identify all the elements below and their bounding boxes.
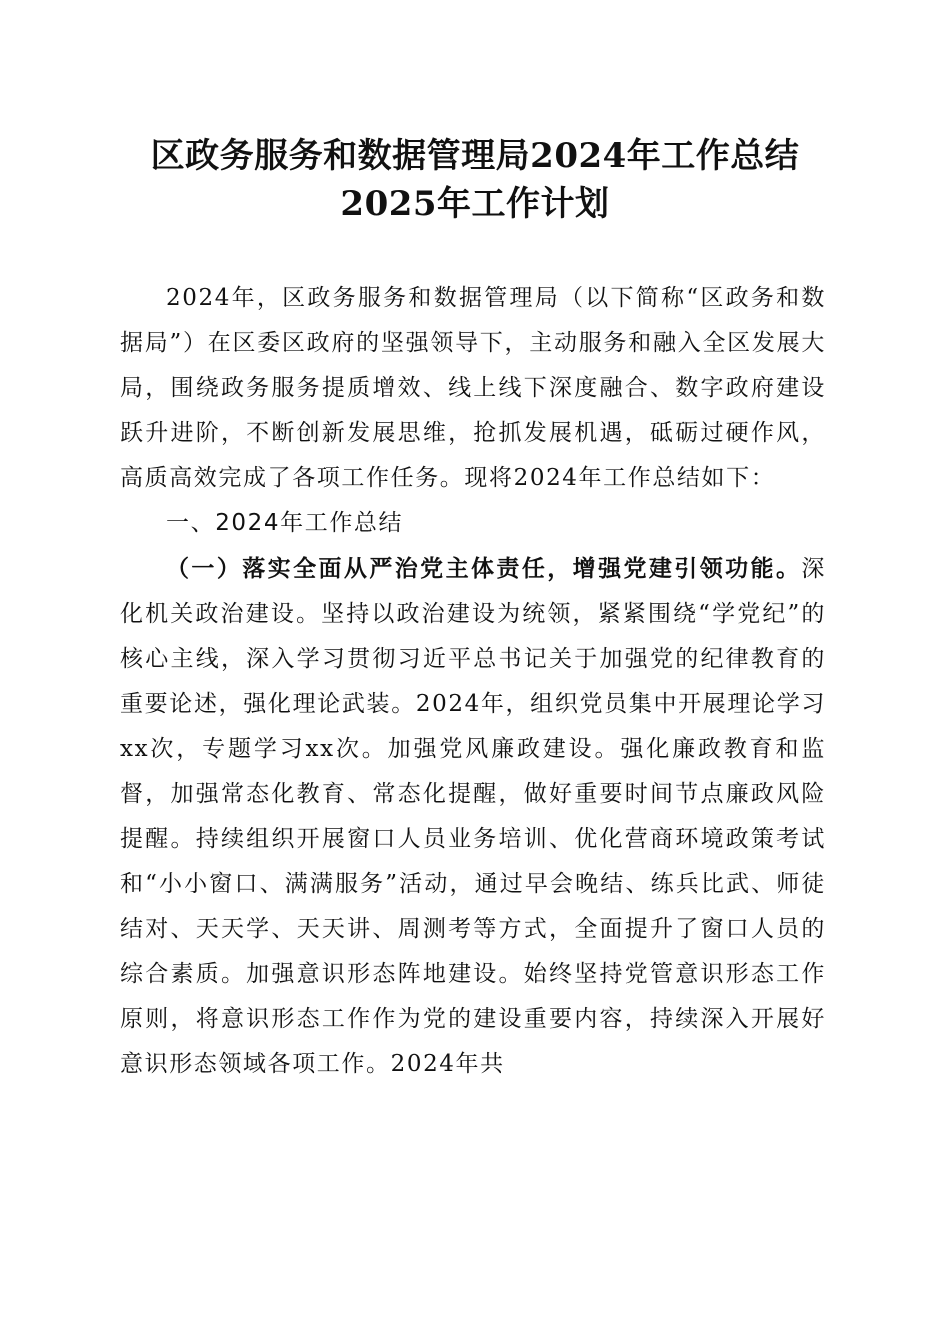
subsection-paragraph-1 — [120, 546, 826, 1087]
intro-paragraph: 2024年，区政务服务和数据管理局（以下简称“区政务和数据局”）在区委区政府的坚强领导下，主动服务和融入全区发展大局，围绕政务服务提质增效、线上线下深度融合、数字政府建设跃升进阶，不断创新发展思维，抢抓发展机遇，砥砺过硬作风，高质高效完成了各项工作任务。现将2024年工作总结如下： — [120, 285, 826, 491]
subsection-heading-1: （一）落实全面从严治党主体责任，增强党建引领功能。 — [166, 555, 802, 582]
title-line-2: 2025年工作计划 — [340, 184, 610, 224]
subsection-body-1: 深化机关政治建设。坚持以政治建设为统领，紧紧围绕“学党纪”的核心主线，深入学习贯彻习近平总书记关于加强党的纪律教育的重要论述，强化理论武装。2024年，组织党员集中开展理论学习xx次，专题学习xx次。加强党风廉政建设。强化廉政教育和监督，加强常态化教育、常态化提醒，做好重要时间节点廉政风险提醒。持续组织开展窗口人员业务培训、优化营商环境政策考试和“小小窗口、满满服务”活动，通过早会晚结、练兵比武、师徒结对、天天学、天天讲、周测考等方式，全面提升了窗口人员的综合素质。加强意识形态阵地建设。始终坚持党管意识形态工作原则，将意识形态工作作为党的建设重要内容，持续深入开展好意识形态领域各项工作。2024年共 — [120, 556, 826, 1077]
document-body — [120, 276, 826, 1087]
document-title — [120, 132, 830, 228]
title-line-1: 区政务服务和数据管理局2024年工作总结 — [150, 136, 800, 176]
section-heading-1: 一、2024年工作总结 — [166, 510, 404, 536]
